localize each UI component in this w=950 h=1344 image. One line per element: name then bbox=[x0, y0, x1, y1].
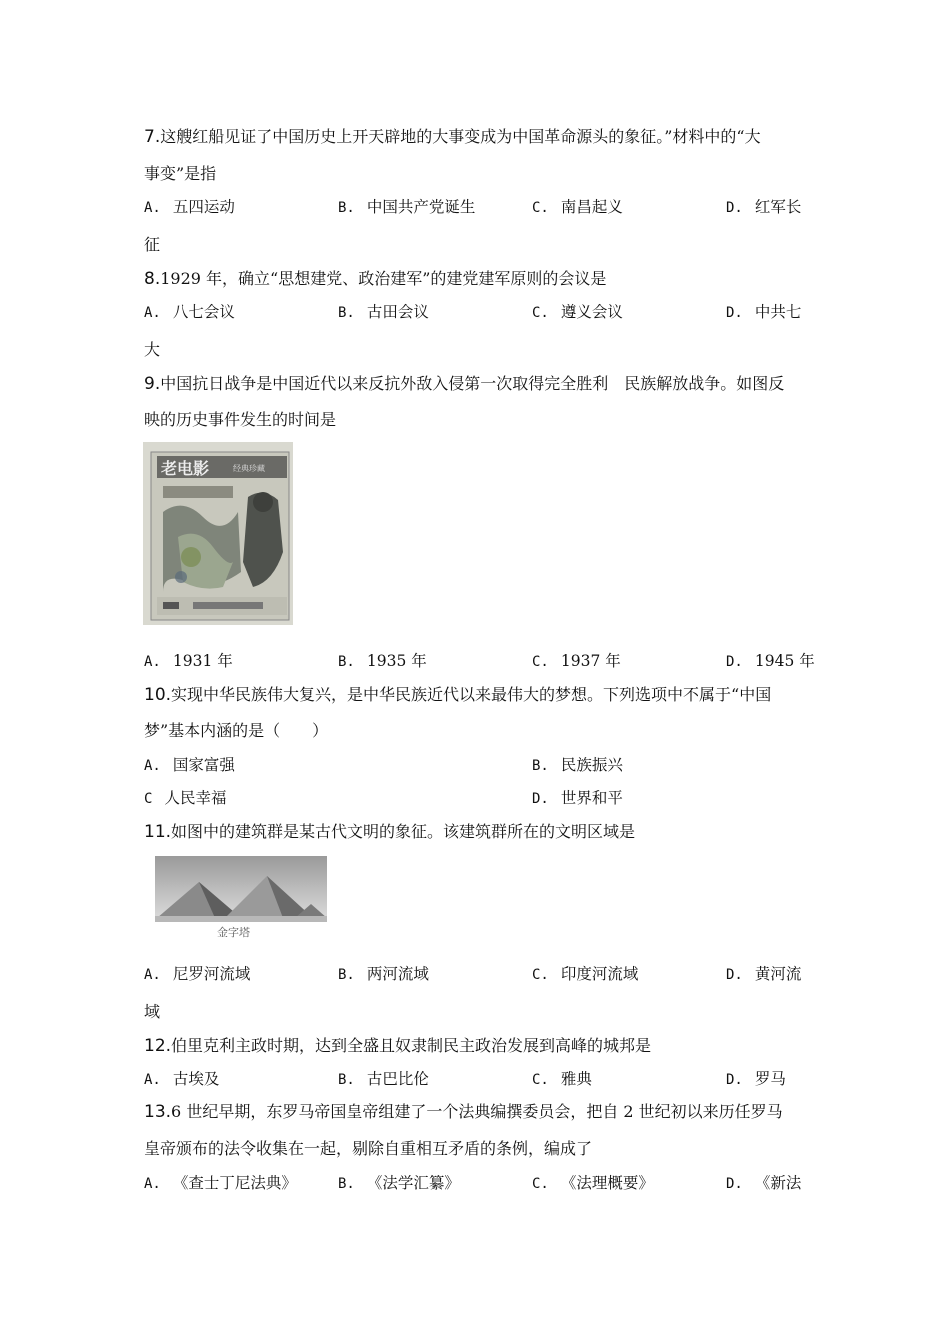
pyramids-caption: 金字塔 bbox=[217, 926, 250, 939]
question-8-stem: 8.1929 年，确立“思想建党、政治建军”的建党建军原则的会议是 bbox=[144, 269, 607, 289]
poster-title: 老电影 bbox=[161, 459, 210, 478]
question-13-option-b: B. 《法学汇纂》 bbox=[338, 1174, 460, 1192]
question-13-stem-line2: 皇帝颁布的法令收集在一起，剔除自重相互矛盾的条例，编成了 bbox=[144, 1139, 593, 1158]
question-11-option-d-wrap: 域 bbox=[144, 1002, 161, 1021]
question-8-option-d-wrap: 大 bbox=[144, 340, 161, 359]
question-7-option-b: B. 中国共产党诞生 bbox=[338, 198, 476, 216]
question-7-option-a: A. 五四运动 bbox=[144, 198, 235, 216]
question-10-stem-line2: 梦”基本内涵的是（ ） bbox=[144, 721, 329, 740]
question-8-option-a: A. 八七会议 bbox=[144, 303, 235, 321]
question-7-option-d: D. 红军长 bbox=[726, 198, 802, 216]
question-10-option-c: C 人民幸福 bbox=[144, 789, 227, 807]
question-11-option-b: B. 两河流域 bbox=[338, 965, 429, 983]
question-7-option-d-wrap: 征 bbox=[144, 235, 161, 254]
question-13-option-d: D. 《新法 bbox=[726, 1174, 802, 1192]
question-10-stem-line1: 10.实现中华民族伟大复兴，是中华民族近代以来最伟大的梦想。下列选项中不属于“中国 bbox=[144, 685, 772, 705]
question-9-option-d: D. 1945 年 bbox=[726, 652, 815, 670]
question-12-option-d: D. 罗马 bbox=[726, 1070, 786, 1088]
question-13-option-a: A. 《查士丁尼法典》 bbox=[144, 1174, 297, 1192]
question-9-option-c: C. 1937 年 bbox=[532, 652, 621, 670]
question-9-stem-line1: 9.中国抗日战争是中国近代以来反抗外敌入侵第一次取得完全胜利 民族解放战争。如图反 bbox=[144, 374, 785, 394]
question-10-option-d: D. 世界和平 bbox=[532, 789, 623, 807]
question-7-option-c: C. 南昌起义 bbox=[532, 198, 623, 216]
movie-poster-graphic bbox=[143, 442, 293, 625]
question-12-option-a: A. 古埃及 bbox=[144, 1070, 220, 1088]
question-7-stem-line2: 事变”是指 bbox=[144, 164, 217, 183]
question-12-option-c: C. 雅典 bbox=[532, 1070, 592, 1088]
question-9-option-a: A. 1931 年 bbox=[144, 652, 233, 670]
question-11-stem: 11.如图中的建筑群是某古代文明的象征。该建筑群所在的文明区域是 bbox=[144, 822, 636, 842]
question-11-option-c: C. 印度河流域 bbox=[532, 965, 639, 983]
question-11-option-a: A. 尼罗河流域 bbox=[144, 965, 251, 983]
question-9-stem-line2: 映的历史事件发生的时间是 bbox=[144, 410, 337, 429]
question-13-option-c: C. 《法理概要》 bbox=[532, 1174, 654, 1192]
pyramids-image bbox=[155, 856, 327, 940]
question-8-option-b: B. 古田会议 bbox=[338, 303, 429, 321]
question-10-option-b: B. 民族振兴 bbox=[532, 756, 623, 774]
question-12-option-b: B. 古巴比伦 bbox=[338, 1070, 429, 1088]
question-13-stem-line1: 13.6 世纪早期，东罗马帝国皇帝组建了一个法典编撰委员会，把自 2 世纪初以来历任罗马 bbox=[144, 1102, 783, 1122]
question-9-option-b: B. 1935 年 bbox=[338, 652, 427, 670]
question-10-option-a: A. 国家富强 bbox=[144, 756, 235, 774]
question-11-option-d: D. 黄河流 bbox=[726, 965, 802, 983]
question-8-option-d: D. 中共七 bbox=[726, 303, 802, 321]
pyramids-graphic bbox=[155, 856, 327, 940]
question-7-stem-line1: 7.这艘红船见证了中国历史上开天辟地的大事变成为中国革命源头的象征。”材料中的“大 bbox=[144, 127, 761, 147]
poster-subtitle: 经典珍藏 bbox=[233, 464, 265, 473]
question-12-stem: 12.伯里克利主政时期，达到全盛且奴隶制民主政治发展到高峰的城邦是 bbox=[144, 1036, 652, 1056]
movie-poster-image bbox=[143, 442, 293, 625]
question-8-option-c: C. 遵义会议 bbox=[532, 303, 623, 321]
